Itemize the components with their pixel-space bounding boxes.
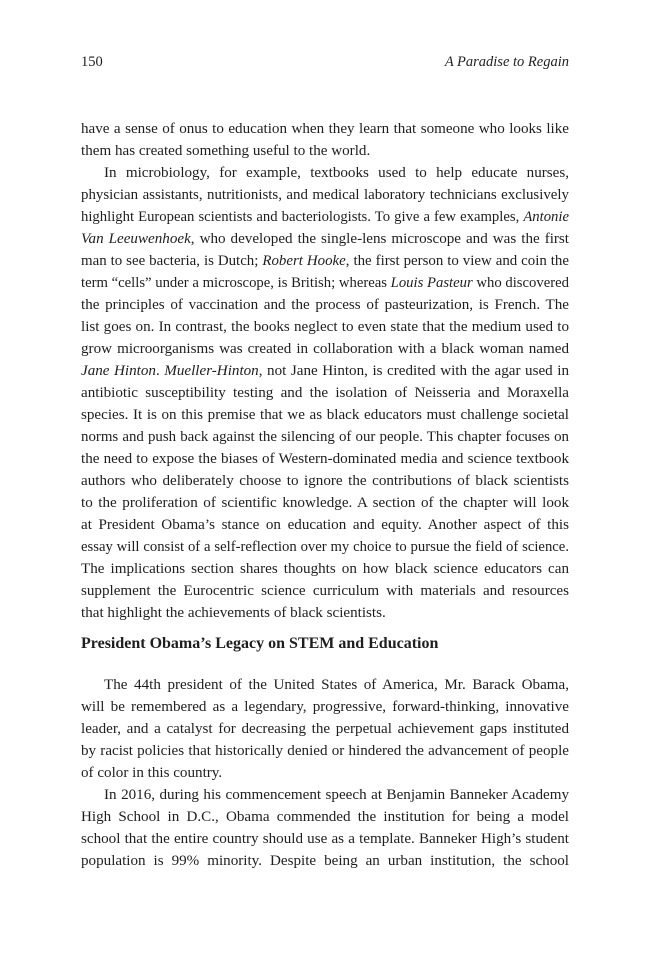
text-line: list goes on. In contrast, the books neglect to even state that the medium used to [81,319,569,335]
text-line: species. It is on this premise that we as black educators must challenge societal [81,407,569,423]
text-line: supplement the Eurocentric science curriculum with materials and resources [81,583,569,599]
text-line: have a sense of onus to education when they learn that someone who looks like [81,121,569,137]
scientist-name: Jane Hinton [81,363,156,379]
text-line: them has created something useful to the world. [81,143,371,159]
text-line: authors who deliberately choose to ignore the contributions of black scientists [81,473,569,489]
text-line: of color in this country. [81,765,223,781]
text-span: man to see bacteria, is Dutch; [81,253,259,269]
text-line [81,228,569,250]
page-number: 150 [81,54,103,70]
text-line: the principles of vaccination and the process of pasteurization, is French. The [81,297,569,313]
text-line: at President Obama’s stance on education and equity. Another aspect of this [81,517,569,533]
text-line: antibiotic susceptibility testing and the isolation of Neisseria and Moraxella [81,385,569,401]
text-line: leader, and a catalyst for decreasing the perpetual achievement gaps instituted [81,721,569,737]
text-line [81,360,569,382]
text-span: highlight European scientists and bacteriologists. To give a few examples, [81,209,520,225]
scientist-name: Robert Hooke [262,253,346,269]
text-line: school that the entire country should use as a template. Banneker High’s student [81,831,569,847]
text-line: by racist policies that historically denied or hindered the advancement of people [81,743,569,759]
text-span: , not Jane Hinton, is credited with the agar used in [258,363,569,379]
running-header [81,54,569,76]
text-line: The implications section shares thoughts on how black science educators can [81,561,569,577]
text-line: essay will consist of a self-reflection over my choice to pursue the field of science. [81,539,569,555]
text-line: The 44th president of the United States of America, Mr. Barack Obama, [104,677,569,693]
text-line: norms and push back against the silencing of our people. This chapter focuses on [81,429,569,445]
text-line: In 2016, during his commencement speech at Benjamin Banneker Academy [104,787,569,803]
text-line [81,250,569,272]
text-line: population is 99% minority. Despite being an urban institution, the school [81,853,569,869]
text-span: who discovered [476,275,569,291]
text-line [81,206,569,228]
text-line: that highlight the achievements of black scientists. [81,605,386,621]
text-line: physician assistants, nutritionists, and medical laboratory technicians exclusively [81,187,569,203]
scientist-name: Mueller-Hinton [164,363,259,379]
text-span: . [155,363,160,379]
scientist-name: Antonie [523,209,569,225]
text-line: High School in D.C., Obama commended the institution for being a model [81,809,569,825]
text-span: , who developed the single-lens microscope and was the first [190,231,570,247]
text-span: , the first person to view and coin the [345,253,569,269]
text-span: term “cells” under a microscope, is British; whereas [81,275,387,291]
text-line: will be remembered as a legendary, progressive, forward-thinking, innovative [81,699,569,715]
text-line: to the proliferation of scientific knowledge. A section of the chapter will look [81,495,569,511]
running-title: A Paradise to Regain [444,54,569,70]
scientist-name: Van Leeuwenhoek [81,231,191,247]
scientist-name: Louis Pasteur [390,275,473,291]
text-line: the need to expose the biases of Western-dominated media and science textbook [81,451,569,467]
section-heading: President Obama’s Legacy on STEM and Education [81,635,439,652]
text-line: grow microorganisms was created in collaboration with a black woman named [81,341,569,357]
text-line [81,272,569,294]
text-line: In microbiology, for example, textbooks used to help educate nurses, [104,165,569,181]
